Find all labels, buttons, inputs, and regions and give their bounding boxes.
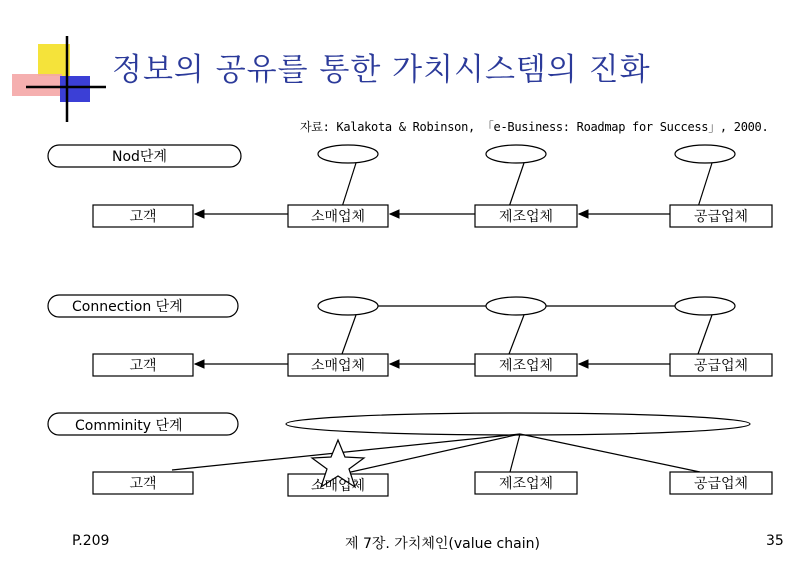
stage3-maker-label: 제조업체: [498, 476, 554, 492]
stage1-customer-label: 고객: [129, 209, 157, 225]
stage2-ellipse-maker: [486, 297, 546, 315]
stage2-link-retail: [342, 315, 356, 354]
stage1-ellipse-maker: [486, 145, 546, 163]
stage1-maker-label: 제조업체: [498, 209, 554, 225]
source-citation: 자료: Kalakota & Robinson, 「e-Business: Roadmap for Success」, 2000.: [300, 120, 769, 134]
stage1-ellipse-retail: [318, 145, 378, 163]
stage1-label: Nod단계: [112, 149, 167, 165]
stage2-link-maker: [509, 315, 524, 354]
stage2-customer-label: 고객: [129, 358, 157, 374]
stage2-maker-label: 제조업체: [498, 358, 554, 374]
stage1-ellipse-supplier: [675, 145, 735, 163]
stage3-customer-label: 고객: [129, 476, 157, 492]
stage3-community-ellipse: [286, 413, 750, 435]
stage3-link-maker: [510, 434, 520, 472]
stage2-link-supplier: [698, 315, 712, 354]
stage1-link-supplier: [698, 163, 712, 207]
page-title: 정보의 공유를 통한 가치시스템의 진화: [112, 52, 651, 88]
stage3-link-retail: [342, 434, 520, 474]
stage3-retail-label: 소매업체: [310, 478, 366, 494]
stage1-retail-label: 소매업체: [310, 209, 366, 225]
stage2-label: Connection 단계: [72, 299, 183, 315]
stage3-link-supplier: [520, 434, 700, 472]
stage2-supplier-label: 공급업체: [693, 358, 749, 374]
footer-chapter: 제 7장. 가치체인(value chain): [345, 536, 540, 552]
stage1-supplier-label: 공급업체: [693, 209, 749, 225]
stage3-supplier-label: 공급업체: [693, 476, 749, 492]
slide-number: 35: [766, 533, 784, 549]
stage2-ellipse-retail: [318, 297, 378, 315]
stage1-link-retail: [342, 163, 356, 207]
stage3-label: Comminity 단계: [75, 418, 183, 434]
stage2-retail-label: 소매업체: [310, 358, 366, 374]
footer-page-ref: P.209: [72, 533, 110, 549]
stage2-ellipse-supplier: [675, 297, 735, 315]
stage1-link-maker: [509, 163, 524, 207]
